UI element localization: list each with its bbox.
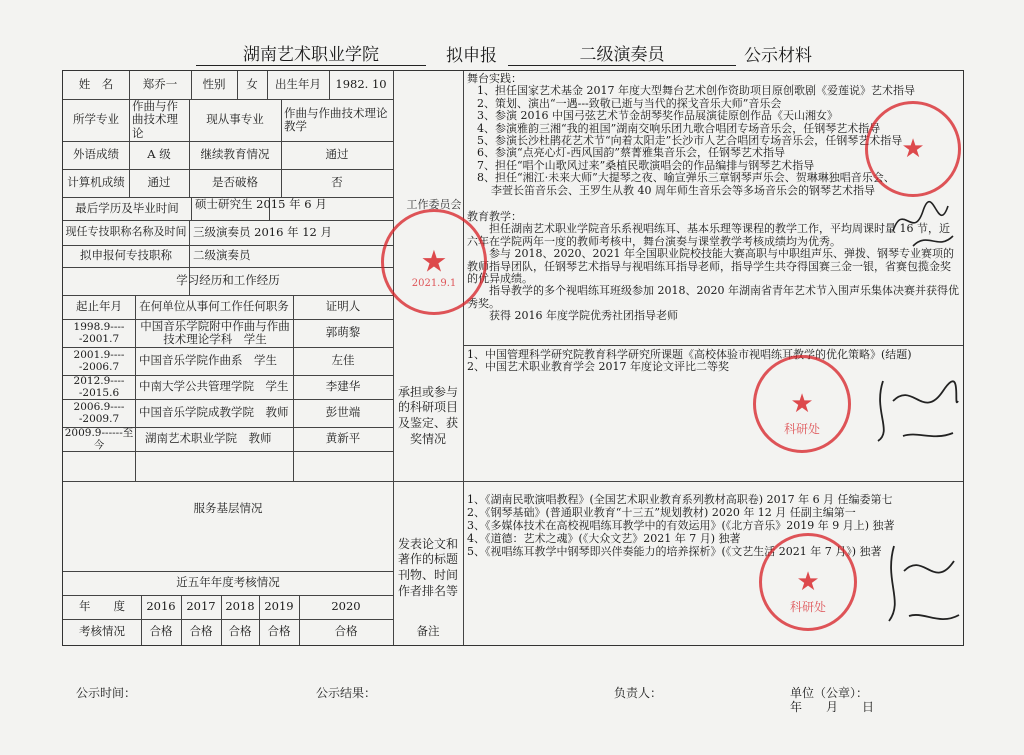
result-cell: 合格 <box>189 624 213 639</box>
history-period: 2006.9-----2009.7 <box>73 400 125 425</box>
handwritten-signature <box>863 371 963 451</box>
year-cell: 2016 <box>146 599 176 614</box>
service-header: 服务基层情况 <box>193 501 263 516</box>
remark-label: 备注 <box>416 624 440 639</box>
paper-item: 3、《多媒体技术在高校视唱练耳教学中的有效运用》(《北方音乐》2019 年 9 月上) 独著 <box>467 519 895 532</box>
research-item: 2、中国艺术职业教育学会 2017 年度论文评比二等奖 <box>467 360 729 374</box>
result-cell: 合格 <box>267 624 291 639</box>
union-stamp: ★ 工作委员会 2021.9.1 <box>381 209 487 315</box>
research-office-stamp: ★ 科研处 <box>753 355 851 453</box>
name-value: 郑乔一 <box>142 77 178 92</box>
teaching-paragraph: 指导教学的多个视唱练耳班级参加 2018、2020 年湖南省青年艺术节入围声乐集体决赛并获得优秀奖。 <box>467 284 959 310</box>
performance-header: 舞台实践： <box>467 72 522 85</box>
history-unit: 湖南艺术职业学院 教师 <box>145 431 272 446</box>
year-cell: 2018 <box>225 599 255 614</box>
title-school: 湖南艺术职业学院 <box>196 40 426 66</box>
performance-item: 4、参演雅韵三湘“我的祖国”湖南交响乐团九歌合唱团专场音乐会，任钢琴艺术指导 <box>477 121 881 135</box>
history-period: 2012.9-----2015.6 <box>73 375 125 399</box>
birth-label: 出生年月 <box>275 77 321 92</box>
cont-edu-value: 通过 <box>325 147 349 162</box>
teaching-paragraph: 担任湖南艺术职业学院音乐系视唱练耳、基本乐理等课程的教学工作，平均周课时量 16 节，近六年在学院两年一度的教师考核中，舞台演奏与课堂教学考核成绩均为优秀。 <box>467 222 950 248</box>
major-value: 作曲与作曲技术理论 <box>132 99 178 140</box>
footer-person-label: 负责人： <box>614 686 663 700</box>
performance-item: 2、策划、演出“一遇---致敬已逝与当代的探戈音乐大师”音乐会 <box>477 96 782 110</box>
computer-label: 计算机成绩 <box>67 175 125 190</box>
teaching-paragraph: 参与 2018、2020、2021 年全国职业院校技能大赛高职与中职组声乐、弹拨、钢琴专业赛项的教师指导团队，任钢琴艺术指导与视唱练耳指导老师，指导学生共夺得国赛三金一银，省赛包揽金奖的优异成绩。 <box>467 247 954 286</box>
teaching-header: 教育教学： <box>467 210 522 223</box>
history-unit: 中国音乐学院作曲系 学生 <box>139 353 277 368</box>
title-suffix: 公示材料 <box>744 46 812 66</box>
work-major-value: 作曲与作曲技术理论教学 <box>284 105 388 133</box>
target-title-value: 二级演奏员 <box>193 248 251 263</box>
document-title <box>196 44 896 68</box>
birth-value: 1982. 10 <box>335 77 387 92</box>
history-period: 2001.9-----2006.7 <box>73 348 125 373</box>
result-cell: 合格 <box>228 624 252 639</box>
papers-label: 发表论文和著作的标题刊物、时间作者排名等 <box>397 536 458 598</box>
result-cell: 合格 <box>334 624 358 639</box>
history-witness: 李建华 <box>325 379 361 394</box>
history-period: 1998.9-----2001.7 <box>73 320 125 345</box>
year-cell: 2020 <box>331 599 361 614</box>
history-witness: 彭世端 <box>325 405 361 420</box>
history-unit: 中南大学公共管理学院 学生 <box>139 379 289 394</box>
history-unit: 中国音乐学院附中作曲与作曲技术理论学科 学生 <box>140 319 290 346</box>
gender-label: 性别 <box>202 77 226 92</box>
paper-item: 1、《湖南民歌演唱教程》(全国艺术职业教育系列教材高职卷) 2017 年 6 月 任编委第七 <box>467 493 893 506</box>
exempt-label: 是否破格 <box>212 175 258 190</box>
history-col-period: 起止年月 <box>76 299 122 314</box>
cont-edu-label: 继续教育情况 <box>200 147 270 162</box>
performance-item: 1、担任国家艺术基金 2017 年度大型舞台艺术创作资助项目原创歌剧《爱莲说》艺术指导 <box>477 84 915 98</box>
footer-time-label: 公示时间： <box>76 686 137 700</box>
year-label: 年 度 <box>79 599 125 614</box>
performance-item: 6、参演“点亮心灯-西风国韵”蔡菁雅集音乐会，任钢琴艺术指导 <box>477 146 785 160</box>
history-col-unit: 在何单位从事何工作任何职务 <box>139 299 289 314</box>
history-witness: 黄新平 <box>325 431 361 446</box>
history-col-witness: 证明人 <box>325 299 361 314</box>
lang-label: 外语成绩 <box>73 147 119 162</box>
title-apply: 拟申报 <box>446 46 497 66</box>
performance-item: 李萱长笛音乐会、王罗生从教 40 周年师生音乐会等多场音乐会的钢琴艺术指导 <box>491 183 875 197</box>
major-label: 所学专业 <box>73 112 119 127</box>
gender-value: 女 <box>246 77 258 92</box>
year-cell: 2019 <box>264 599 294 614</box>
handwritten-signature <box>883 191 963 261</box>
footer-date-label: 年 月 日 <box>790 700 875 714</box>
performance-item: 5、参演长沙杜鹃花艺术节“向着太阳走”长沙市人艺合唱团专场音乐会，任钢琴艺术指导 <box>477 134 903 148</box>
footer-result-label: 公示结果： <box>316 686 377 700</box>
name-label: 姓 名 <box>78 77 114 92</box>
lang-value: A 级 <box>147 147 171 162</box>
year-cell: 2017 <box>186 599 216 614</box>
target-title-label: 拟申报何专技职称 <box>80 248 172 263</box>
history-header: 学习经历和工作经历 <box>176 273 280 288</box>
performance-item: 8、担任“湘江·未来大师”大提琴之夜、喻宣弹乐三章钢琴声乐会、贺琳琳独唱音乐会、 <box>477 171 895 185</box>
current-title-value: 三级演奏员 2016 年 12 月 <box>193 224 333 239</box>
degree-value: 硕士研究生 2015 年 6 月 <box>195 196 327 211</box>
exempt-value: 否 <box>331 175 343 190</box>
research-office-stamp-2: ★ 科研处 <box>759 533 857 631</box>
history-witness: 郭萌黎 <box>325 325 361 340</box>
result-cell: 合格 <box>149 624 173 639</box>
application-form <box>62 70 964 646</box>
degree-label: 最后学历及毕业时间 <box>75 200 179 215</box>
teaching-paragraph: 获得 2016 年度学院优秀社团指导老师 <box>489 309 678 323</box>
paper-item: 2、《钢琴基础》(普通职业教育“十三五”规划教材) 2020 年 12 月 任副主编第一 <box>467 506 856 519</box>
handwritten-signature <box>869 541 963 631</box>
computer-value: 通过 <box>147 175 171 190</box>
performance-item: 3、参演 2016 中国弓弦艺术节金胡琴奖作品展演徒原创作品《天山湘女》 <box>477 109 838 123</box>
history-unit: 中国音乐学院成教学院 教师 <box>139 405 289 420</box>
research-label: 承担或参与的科研项目及鉴定、获奖情况 <box>397 384 458 446</box>
footer-unit-label: 单位（公章）： <box>790 686 869 700</box>
history-period: 2009.9------至今 <box>64 427 134 451</box>
work-major-label: 现从事专业 <box>206 112 264 127</box>
research-item: 1、中国管理科学研究院教育科学研究所课题《高校体验市视唱练耳教学的优化策略》(结题) <box>467 348 912 361</box>
performance-item: 7、担任“唱个山歌风过来”桑植民歌演唱会的作品编排与钢琴艺术指导 <box>477 158 815 172</box>
current-title-label: 现任专技职称名称及时间 <box>65 225 187 239</box>
history-witness: 左佳 <box>331 353 355 368</box>
paper-item: 5、《视唱练耳教学中钢琴即兴伴奏能力的培养探析》(《文艺生活 2021 年 7 月》) 独著 <box>467 545 882 558</box>
title-rank: 二级演奏员 <box>508 40 736 66</box>
assessment-header: 近五年年度考核情况 <box>176 575 280 590</box>
paper-item: 4、《道德：艺术之魂》(《大众文艺》2021 年 7 月) 独著 <box>467 532 741 545</box>
college-stamp-top: ★ <box>865 101 961 197</box>
result-label: 考核情况 <box>79 624 125 639</box>
